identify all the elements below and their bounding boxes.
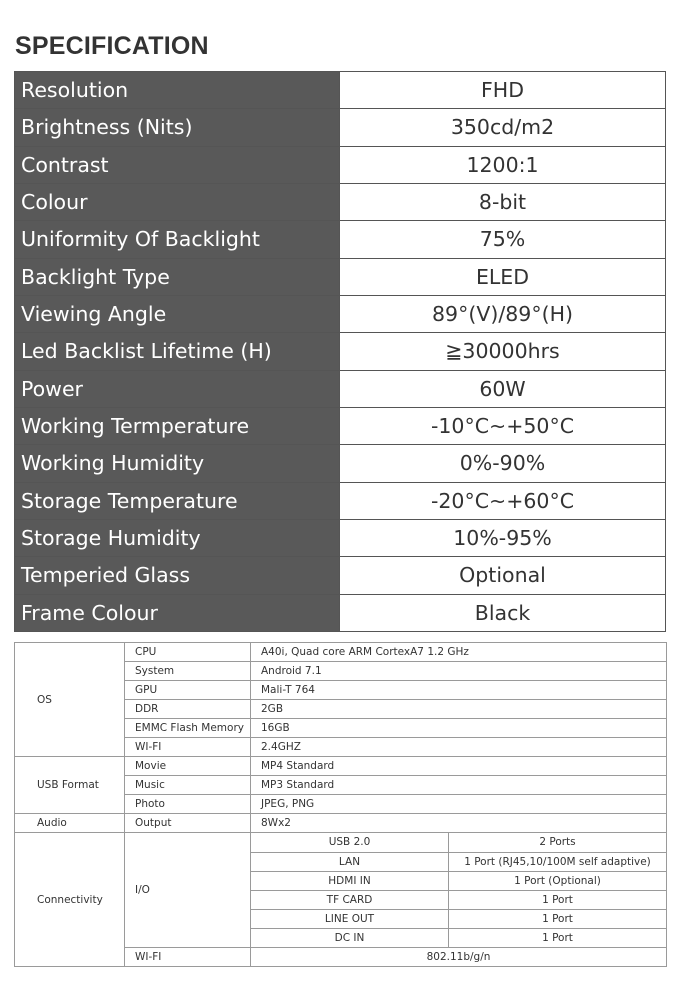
spec-value: FHD <box>340 72 666 109</box>
spec-row <box>15 557 666 594</box>
spec-value: ELED <box>340 258 666 295</box>
spec-value: 350cd/m2 <box>340 109 666 146</box>
spec-row <box>15 482 666 519</box>
specification-table <box>14 71 666 632</box>
spec-label: Working Termperature <box>15 407 340 444</box>
spec-row <box>15 221 666 258</box>
item-value: Mali-T 764 <box>251 681 667 700</box>
spec-value: Black <box>340 594 666 631</box>
port-label: TF CARD <box>251 890 449 909</box>
item-value: A40i, Quad core ARM CortexA7 1.2 GHz <box>251 643 667 662</box>
spec-label: Temperied Glass <box>15 557 340 594</box>
spec-label: Contrast <box>15 146 340 183</box>
port-value: 1 Port (Optional) <box>449 871 667 890</box>
spec-value: Optional <box>340 557 666 594</box>
spec-label: Frame Colour <box>15 594 340 631</box>
port-value: 2 Ports <box>449 833 667 852</box>
spec-row <box>15 445 666 482</box>
item-value: MP4 Standard <box>251 757 667 776</box>
spec-value: 89°(V)/89°(H) <box>340 295 666 332</box>
spec-value: 1200:1 <box>340 146 666 183</box>
spec-row <box>15 370 666 407</box>
item-label: Output <box>125 814 251 833</box>
spec-row <box>15 146 666 183</box>
item-label: WI-FI <box>125 947 251 966</box>
spec-label: Brightness (Nits) <box>15 109 340 146</box>
spec-label: Backlight Type <box>15 258 340 295</box>
group-label-os: OS <box>15 643 125 757</box>
port-value: 1 Port <box>449 890 667 909</box>
spec-value: -10°C~+50°C <box>340 407 666 444</box>
spec-row <box>15 258 666 295</box>
spec-row <box>15 333 666 370</box>
item-value: 16GB <box>251 719 667 738</box>
item-value: 8Wx2 <box>251 814 667 833</box>
item-value: 802.11b/g/n <box>251 947 667 966</box>
item-value: Android 7.1 <box>251 662 667 681</box>
item-label: WI-FI <box>125 738 251 757</box>
spec-label: Viewing Angle <box>15 295 340 332</box>
item-label: Music <box>125 776 251 795</box>
spec-value: 60W <box>340 370 666 407</box>
item-label: EMMC Flash Memory <box>125 719 251 738</box>
spec-row <box>15 519 666 556</box>
port-value: 1 Port <box>449 928 667 947</box>
port-label: LAN <box>251 852 449 871</box>
item-label: System <box>125 662 251 681</box>
port-label: LINE OUT <box>251 909 449 928</box>
spec-label: Resolution <box>15 72 340 109</box>
item-label: Movie <box>125 757 251 776</box>
hardware-detail-table <box>14 642 667 967</box>
group-label-audio: Audio <box>15 814 125 833</box>
item-label: CPU <box>125 643 251 662</box>
spec-row <box>15 183 666 220</box>
port-value: 1 Port <box>449 909 667 928</box>
port-label: HDMI IN <box>251 871 449 890</box>
table-row <box>15 814 667 833</box>
table-row <box>15 833 667 852</box>
page-title: SPECIFICATION <box>15 32 209 60</box>
item-label: GPU <box>125 681 251 700</box>
spec-value: 0%-90% <box>340 445 666 482</box>
table-row <box>15 757 667 776</box>
spec-label: Storage Temperature <box>15 482 340 519</box>
spec-row <box>15 109 666 146</box>
spec-row <box>15 295 666 332</box>
item-value: 2GB <box>251 700 667 719</box>
spec-label: Storage Humidity <box>15 519 340 556</box>
spec-value: 8-bit <box>340 183 666 220</box>
item-value: JPEG, PNG <box>251 795 667 814</box>
group-label-usb-format: USB Format <box>15 757 125 814</box>
spec-label: Power <box>15 370 340 407</box>
spec-value: 10%-95% <box>340 519 666 556</box>
spec-row <box>15 72 666 109</box>
port-value: 1 Port (RJ45,10/100M self adaptive) <box>449 852 667 871</box>
spec-row <box>15 594 666 631</box>
port-label: USB 2.0 <box>251 833 449 852</box>
io-label: I/O <box>125 833 251 947</box>
item-label: Photo <box>125 795 251 814</box>
port-label: DC IN <box>251 928 449 947</box>
spec-label: Led Backlist Lifetime (H) <box>15 333 340 370</box>
item-value: 2.4GHZ <box>251 738 667 757</box>
spec-value: -20°C~+60°C <box>340 482 666 519</box>
item-label: DDR <box>125 700 251 719</box>
group-label-connectivity: Connectivity <box>15 833 125 967</box>
spec-label: Colour <box>15 183 340 220</box>
spec-label: Working Humidity <box>15 445 340 482</box>
table-row <box>15 643 667 662</box>
spec-value: 75% <box>340 221 666 258</box>
spec-row <box>15 407 666 444</box>
spec-label: Uniformity Of Backlight <box>15 221 340 258</box>
item-value: MP3 Standard <box>251 776 667 795</box>
spec-value: ≧30000hrs <box>340 333 666 370</box>
